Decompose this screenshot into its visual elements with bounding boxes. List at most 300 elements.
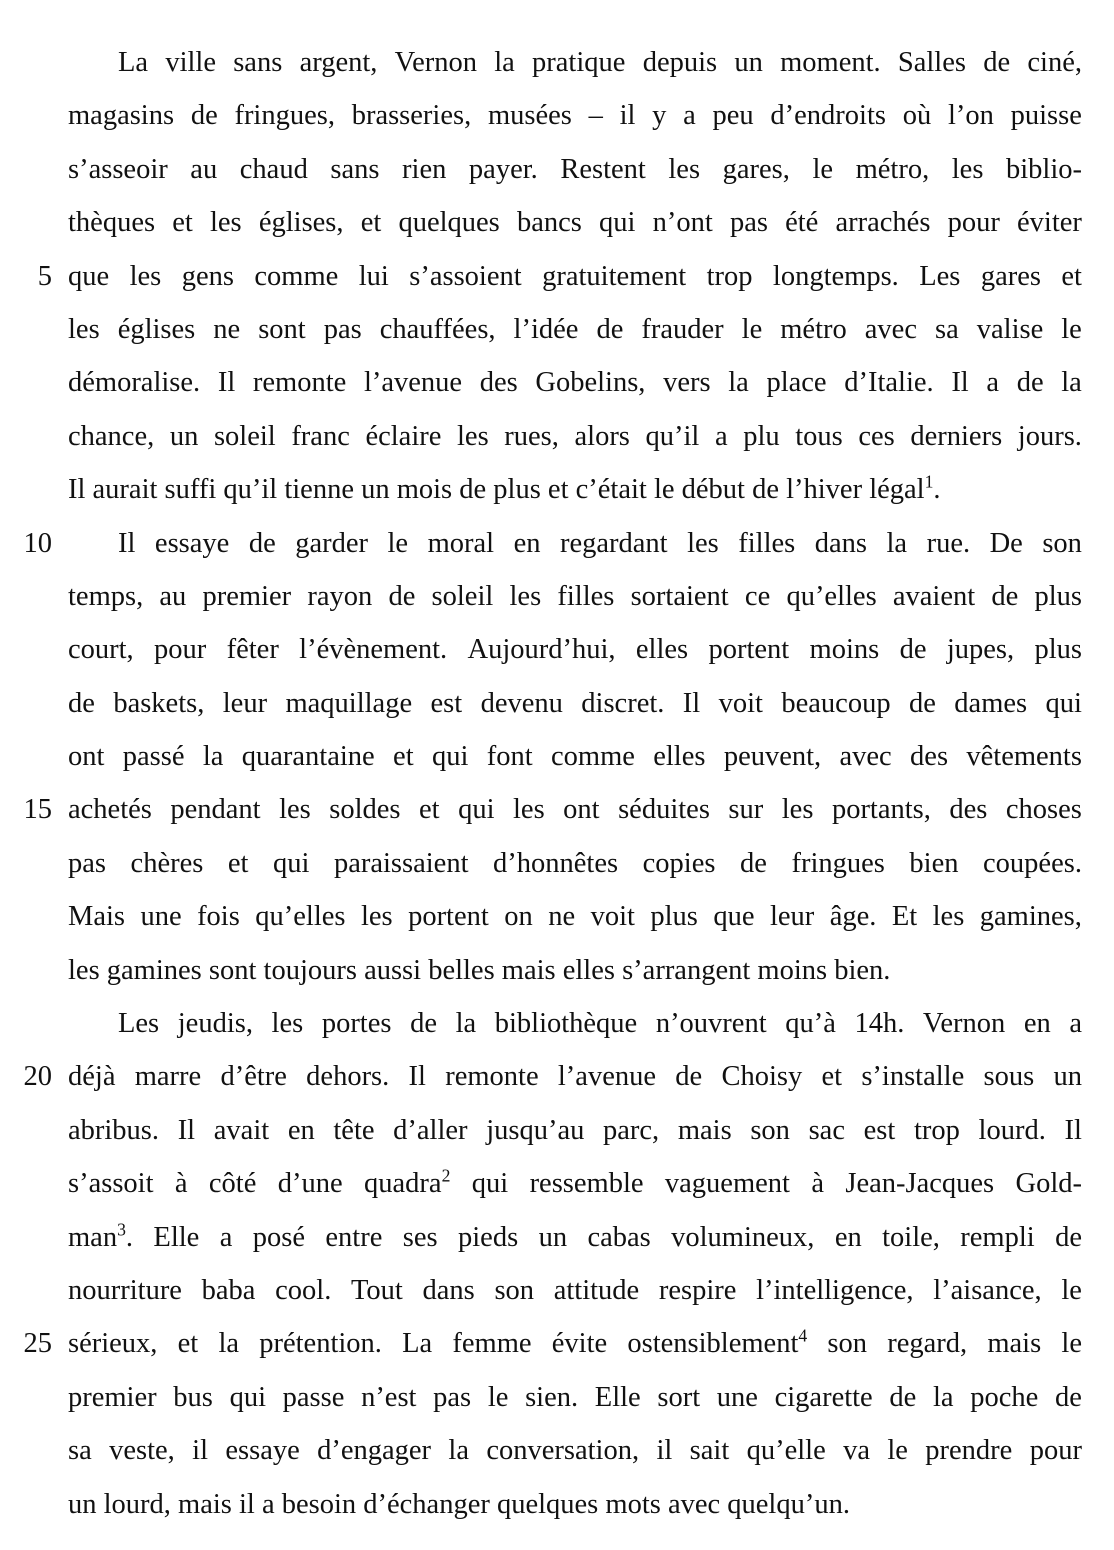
word: plu xyxy=(743,420,780,452)
word: de xyxy=(388,580,416,612)
word: jours. xyxy=(1017,420,1082,452)
footnote-marker: 2 xyxy=(441,1165,451,1186)
word: ne xyxy=(213,313,241,345)
word: filles xyxy=(557,580,615,612)
word: s’assoient xyxy=(409,260,522,292)
line-content xyxy=(68,517,1082,570)
word: rempli xyxy=(960,1221,1035,1253)
word: éviter xyxy=(1017,207,1082,239)
word: ne xyxy=(548,901,576,933)
word: plus xyxy=(650,901,698,933)
word: Il xyxy=(177,1114,196,1146)
footnote-marker: 1 xyxy=(924,471,934,492)
word: les xyxy=(932,901,965,933)
word: le xyxy=(887,1435,908,1467)
word: peuvent, xyxy=(723,741,822,773)
word: 14h. xyxy=(854,1008,905,1040)
word: s’assoit xyxy=(68,1168,154,1200)
line-content xyxy=(68,997,1082,1050)
word: baskets, xyxy=(113,687,205,719)
word: sortaient xyxy=(630,580,729,612)
word: de xyxy=(1055,1221,1082,1253)
line-number: 5 xyxy=(37,260,52,292)
word: leur xyxy=(769,901,815,933)
word: sans xyxy=(233,47,283,78)
word: ont xyxy=(563,794,600,826)
line-number: 20 xyxy=(23,1061,52,1093)
word: son xyxy=(1042,527,1082,559)
word: rues, xyxy=(504,420,559,452)
word: peu xyxy=(712,100,754,132)
word: le xyxy=(1061,313,1082,345)
word: ciné, xyxy=(1027,47,1082,78)
word: lui xyxy=(358,260,389,292)
word: les xyxy=(279,794,311,826)
word: a xyxy=(986,367,1000,399)
word: d’engager xyxy=(317,1435,432,1467)
word: vers xyxy=(663,367,711,399)
word: y xyxy=(652,100,667,132)
word: les xyxy=(68,313,100,345)
word: leur xyxy=(222,687,268,719)
word: un xyxy=(169,420,199,452)
word: de xyxy=(248,527,276,559)
word: les xyxy=(668,153,701,185)
word: en xyxy=(1023,1008,1051,1040)
line-content xyxy=(68,623,1082,676)
word: La xyxy=(118,47,149,78)
text-line xyxy=(68,196,1082,249)
text-line xyxy=(68,463,1082,516)
word: la xyxy=(1061,367,1082,399)
word: est xyxy=(430,687,463,719)
word: argent, xyxy=(299,47,378,78)
line-number: 10 xyxy=(23,527,52,559)
paragraph xyxy=(23,517,1082,998)
word: chauffées, xyxy=(379,313,496,345)
word: en xyxy=(513,527,541,559)
word: baba xyxy=(201,1274,256,1306)
word: qui xyxy=(273,847,310,879)
word: jupes, xyxy=(946,634,1015,666)
word: les xyxy=(360,901,393,933)
word: gares xyxy=(980,260,1041,292)
text-line xyxy=(68,89,1082,142)
word: côté xyxy=(208,1168,257,1200)
word: musées xyxy=(487,100,572,132)
footnote-marker: 4 xyxy=(798,1325,808,1346)
word: bibliothèque xyxy=(494,1008,638,1040)
word: jeudis, xyxy=(177,1008,253,1040)
word: la xyxy=(448,1435,469,1467)
word: dans xyxy=(422,1274,475,1306)
word: pas xyxy=(68,847,106,879)
word: plus xyxy=(1034,580,1082,612)
word: le xyxy=(1061,1328,1082,1360)
word: l’aisance, xyxy=(933,1274,1042,1306)
word: la xyxy=(932,1381,954,1413)
word: qu’elles xyxy=(786,580,877,612)
word: qui xyxy=(599,207,636,239)
word: a xyxy=(714,420,728,452)
word: des xyxy=(910,741,949,773)
line-content xyxy=(68,196,1082,249)
word: la xyxy=(202,741,224,773)
text-line xyxy=(68,1157,1082,1210)
word: ostensiblement$^4$ xyxy=(627,1325,808,1360)
word: à xyxy=(811,1168,824,1200)
word: mais xyxy=(987,1328,1042,1360)
word: a xyxy=(1069,1008,1082,1040)
word: sa xyxy=(68,1435,92,1467)
word: les xyxy=(457,420,489,452)
word: alors xyxy=(574,420,630,452)
line-content xyxy=(68,890,1082,943)
word: parc, xyxy=(603,1114,660,1146)
word: Restent xyxy=(560,153,646,185)
word: les xyxy=(509,580,542,612)
word: l’on xyxy=(947,100,994,132)
line-content xyxy=(68,944,1082,997)
word: sérieux, xyxy=(68,1328,158,1360)
word: pratique xyxy=(532,47,626,78)
word: puisse xyxy=(1010,100,1082,132)
text-line xyxy=(68,356,1082,409)
word: sort xyxy=(657,1381,701,1413)
word: qui xyxy=(1045,687,1082,719)
word: avaient xyxy=(892,580,976,612)
word: devenu xyxy=(480,687,563,719)
word: de xyxy=(1016,367,1044,399)
word: les xyxy=(271,1008,304,1040)
line-content xyxy=(68,1104,1082,1157)
word: portent xyxy=(408,901,489,933)
word: éclaire xyxy=(365,420,442,452)
word: remonte xyxy=(445,1061,539,1093)
word: maquillage xyxy=(285,687,413,719)
word: son xyxy=(750,1114,790,1146)
word: de xyxy=(1054,1381,1082,1413)
word: qu’elle xyxy=(746,1435,826,1467)
word: la xyxy=(218,1328,240,1360)
word: rien xyxy=(402,153,447,185)
word: Gold- xyxy=(1015,1168,1082,1200)
word: pour xyxy=(947,207,1000,239)
line-content xyxy=(68,1211,1082,1264)
word: Tout xyxy=(351,1274,403,1306)
word: de xyxy=(675,1061,703,1093)
word: ville xyxy=(165,47,216,78)
word: moral xyxy=(427,527,495,559)
word: Vernon xyxy=(922,1008,1006,1040)
text-line xyxy=(68,1211,1082,1264)
word: qui xyxy=(431,741,469,773)
word: De xyxy=(989,527,1023,559)
word: de xyxy=(596,313,624,345)
line-text: Il aurait suffi qu’il tienne un mois de plus et c’était le début de l’hiver légal$^1$. xyxy=(68,471,941,506)
word: lourd. xyxy=(978,1114,1046,1146)
word: gamines, xyxy=(979,901,1082,933)
footnote-marker: 3 xyxy=(117,1219,126,1240)
word: franc xyxy=(291,420,350,452)
word: les xyxy=(781,794,814,826)
line-content xyxy=(68,143,1082,196)
word: man$^3$. xyxy=(68,1219,134,1253)
word: et xyxy=(177,1328,199,1360)
word: cigarette xyxy=(774,1381,873,1413)
word: de xyxy=(410,1008,437,1040)
word: respire xyxy=(658,1274,737,1306)
word: qu’à xyxy=(785,1008,836,1040)
word: ressemble xyxy=(529,1168,644,1200)
word: démoralise. xyxy=(68,367,201,399)
word: il xyxy=(619,100,636,132)
word: ont xyxy=(68,741,105,773)
word: choses xyxy=(1005,794,1082,826)
word: moment. xyxy=(780,47,881,78)
word: gratuitement xyxy=(542,260,687,292)
word: les xyxy=(209,207,242,239)
word: trop xyxy=(913,1114,960,1146)
word: ces xyxy=(858,420,895,452)
word: une xyxy=(140,901,182,933)
word: magasins xyxy=(68,100,175,132)
word: pour xyxy=(154,634,207,666)
word: voit xyxy=(590,901,635,933)
word: s’asseoir xyxy=(68,153,168,185)
word: fringues, xyxy=(234,100,335,132)
word: essaye xyxy=(225,1435,300,1467)
word: posé xyxy=(252,1221,306,1253)
word: sac xyxy=(808,1114,845,1146)
word: s’installe xyxy=(861,1061,965,1093)
word: volumineux, xyxy=(671,1221,815,1253)
word: elles xyxy=(653,741,706,773)
word: est xyxy=(863,1114,896,1146)
word: femme xyxy=(452,1328,532,1360)
word: a xyxy=(683,100,696,132)
word: chères xyxy=(130,847,204,879)
word: fêter xyxy=(226,634,279,666)
word: gares, xyxy=(722,153,790,185)
word: coupées. xyxy=(983,847,1082,879)
paragraph xyxy=(23,997,1082,1531)
word: on xyxy=(504,901,533,933)
word: son xyxy=(494,1274,535,1306)
word: valise xyxy=(976,313,1044,345)
word: métro xyxy=(780,313,847,345)
word: églises, xyxy=(258,207,344,239)
word: Il xyxy=(1064,1114,1082,1146)
word: Aujourd’hui, xyxy=(467,634,616,666)
text-line xyxy=(68,997,1082,1050)
word: conversation, xyxy=(486,1435,640,1467)
word: voit xyxy=(718,687,763,719)
text-line xyxy=(68,837,1082,890)
word: avait xyxy=(213,1114,270,1146)
word: veste, xyxy=(109,1435,175,1467)
text-line xyxy=(68,730,1082,783)
word: Vernon xyxy=(394,47,477,78)
word: Jean-Jacques xyxy=(845,1168,995,1200)
word: déjà xyxy=(68,1061,116,1093)
word: tête xyxy=(333,1114,375,1146)
text-line xyxy=(23,1050,1082,1103)
word: les xyxy=(129,260,162,292)
word: d’Italie. xyxy=(844,367,934,399)
line-content xyxy=(68,1478,1082,1531)
word: gens xyxy=(181,260,234,292)
word: prétention. xyxy=(259,1328,382,1360)
word: court, xyxy=(68,634,134,666)
word: ce xyxy=(744,580,771,612)
line-content xyxy=(68,783,1082,836)
text-line xyxy=(23,1317,1082,1370)
word: sait xyxy=(689,1435,730,1467)
text-line xyxy=(68,303,1082,356)
word: Les xyxy=(919,260,961,292)
text-line xyxy=(68,570,1082,623)
text-line xyxy=(23,783,1082,836)
word: garder xyxy=(295,527,368,559)
word: pendant xyxy=(170,794,261,826)
word: portes xyxy=(321,1008,392,1040)
word: Elle xyxy=(153,1221,200,1253)
word: remonte xyxy=(252,367,347,399)
word: va xyxy=(843,1435,870,1467)
text-line xyxy=(68,143,1082,196)
word: chance, xyxy=(68,420,155,452)
word: filles xyxy=(738,527,796,559)
word: cool. xyxy=(275,1274,332,1306)
word: la xyxy=(886,527,908,559)
line-content xyxy=(68,1371,1082,1424)
text-line xyxy=(68,36,1082,89)
word: Et xyxy=(891,901,918,933)
word: d’être xyxy=(220,1061,287,1093)
word: un xyxy=(538,1221,568,1253)
word: il xyxy=(656,1435,673,1467)
text-line xyxy=(68,623,1082,676)
word: quelques xyxy=(398,207,500,239)
word: sont xyxy=(258,313,306,345)
word: d’aller xyxy=(393,1114,468,1146)
word: qu’elles xyxy=(255,901,346,933)
word: fringues xyxy=(791,847,885,879)
word: bancs xyxy=(516,207,582,239)
word: cabas xyxy=(587,1221,651,1253)
word: pas xyxy=(323,313,362,345)
word: la xyxy=(455,1008,477,1040)
word: a xyxy=(219,1221,233,1253)
text-line xyxy=(68,1371,1082,1424)
word: le xyxy=(812,153,834,185)
word: au xyxy=(159,580,187,612)
word: rue. xyxy=(926,527,971,559)
word: derniers xyxy=(910,420,1003,452)
line-content xyxy=(68,730,1082,783)
word: que xyxy=(68,260,110,292)
word: qui xyxy=(471,1168,509,1200)
text-line xyxy=(68,890,1082,943)
word: moins xyxy=(809,634,880,666)
word: de xyxy=(889,1381,917,1413)
text-line xyxy=(68,1424,1082,1477)
word: de xyxy=(68,687,95,719)
word: rayon xyxy=(307,580,373,612)
word: sans xyxy=(330,153,380,185)
word: l’avenue xyxy=(363,367,463,399)
word: font xyxy=(486,741,533,773)
word: poche xyxy=(970,1381,1039,1413)
word: Salles xyxy=(897,47,966,78)
line-number: 25 xyxy=(23,1328,52,1360)
word: un xyxy=(1053,1061,1082,1093)
word: et xyxy=(419,794,440,826)
word: prendre xyxy=(925,1435,1013,1467)
word: achetés xyxy=(68,794,152,826)
word: nourriture xyxy=(68,1274,182,1306)
word: – xyxy=(588,100,603,132)
word: d’endroits xyxy=(770,100,886,132)
word: beaucoup xyxy=(781,687,891,719)
word: évite xyxy=(551,1328,608,1360)
word: comme xyxy=(551,741,635,773)
word: La xyxy=(402,1328,433,1360)
word: chaud xyxy=(239,153,308,185)
line-content xyxy=(68,410,1082,463)
word: métro, xyxy=(855,153,930,185)
word: elles xyxy=(635,634,689,666)
word: et xyxy=(1061,260,1082,292)
word: dans xyxy=(814,527,867,559)
word: fois xyxy=(197,901,240,933)
word: frauder xyxy=(641,313,724,345)
word: et xyxy=(393,741,414,773)
word: églises xyxy=(117,313,196,345)
line-content xyxy=(68,463,1082,516)
word: séduites xyxy=(618,794,710,826)
word: n’ont xyxy=(652,207,713,239)
word: le xyxy=(741,313,763,345)
word: paraissaient xyxy=(333,847,469,879)
word: un xyxy=(734,47,763,78)
word: jusqu’au xyxy=(486,1114,585,1146)
word: n’ouvrent xyxy=(655,1008,767,1040)
word: qui xyxy=(229,1381,266,1413)
text-line xyxy=(68,1104,1082,1157)
word: des xyxy=(949,794,988,826)
word: le xyxy=(487,1381,509,1413)
text-column xyxy=(23,36,1082,1531)
line-content xyxy=(68,1157,1082,1210)
word: été xyxy=(785,207,819,239)
line-number: 15 xyxy=(23,794,52,826)
word: de xyxy=(908,687,936,719)
word: dehors. xyxy=(306,1061,390,1093)
word: premier xyxy=(202,580,292,612)
word: vêtements xyxy=(966,741,1082,773)
word: de xyxy=(740,847,767,879)
word: l’évènement. xyxy=(299,634,448,666)
word: une xyxy=(716,1381,758,1413)
word: longtemps. xyxy=(772,260,899,292)
word: pas xyxy=(433,1381,472,1413)
word: plus xyxy=(1034,634,1082,666)
word: Choisy xyxy=(721,1061,803,1093)
word: Elle xyxy=(594,1381,641,1413)
word: en xyxy=(834,1221,862,1253)
